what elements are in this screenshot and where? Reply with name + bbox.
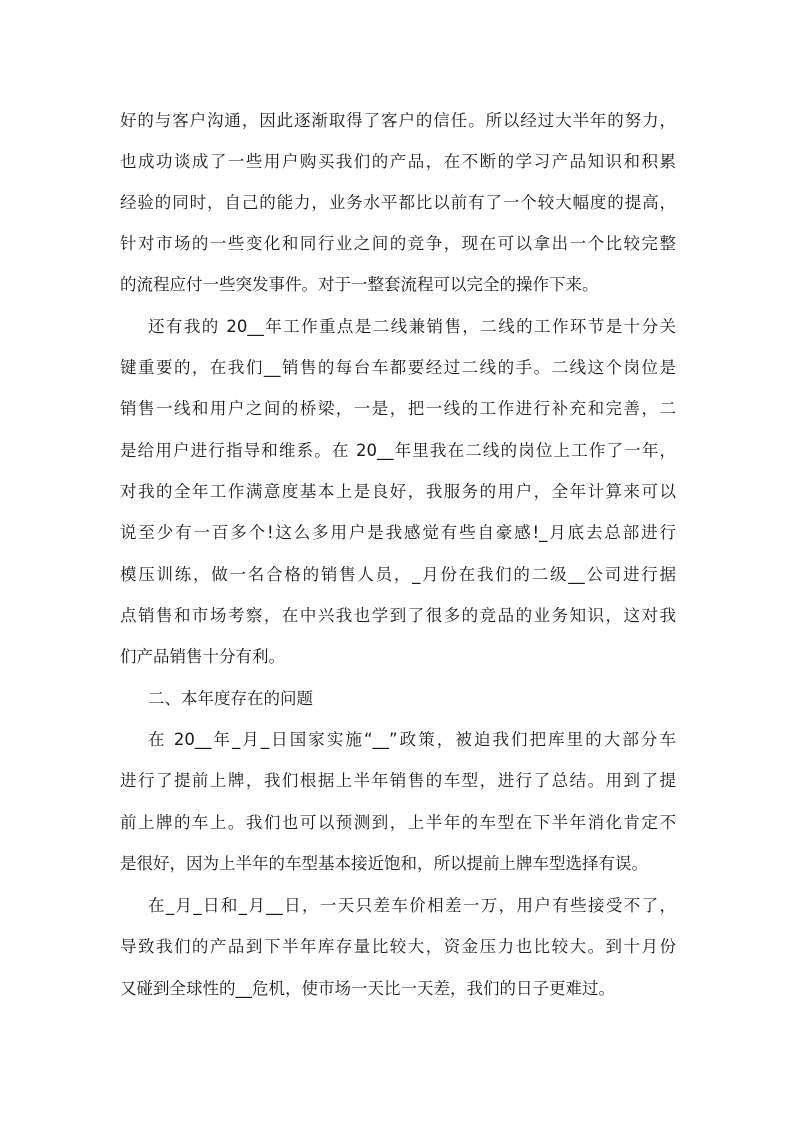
text-line: 模压训练，做一名合格的销售人员，_月份在我们的二级__公司进行据	[120, 565, 676, 584]
text-line: 键重要的，在我们__销售的每台车都要经过二线的手。二线这个岗位是	[120, 358, 676, 377]
text-line: 在_月_日和_月__日，一天只差车价相差一万，用户有些接受不了，	[148, 896, 676, 915]
text-line: 也成功谈成了一些用户购买我们的产品，在不断的学习产品知识和积累	[120, 152, 676, 171]
text-line: 进行了提前上牌，我们根据上半年销售的车型，进行了总结。用到了提	[120, 771, 676, 790]
section-heading: 二、本年度存在的问题	[148, 689, 313, 708]
text-line: 又碰到全球性的__危机，使市场一天比一天差，我们的日子更难过。	[120, 979, 615, 998]
text-line: 是很好，因为上半年的车型基本接近饱和，所以提前上牌车型选择有误。	[120, 854, 648, 873]
text-line: 针对市场的一些变化和同行业之间的竞争，现在可以拿出一个比较完整	[120, 234, 676, 253]
text-line: 还有我的 20__年工作重点是二线兼销售，二线的工作环节是十分关	[148, 317, 676, 336]
text-line: 导致我们的产品到下半年库存量比较大，资金压力也比较大。到十月份	[120, 937, 676, 956]
text-line: 说至少有一百多个!这么多用户是我感觉有些自豪感!_月底去总部进行	[120, 523, 676, 542]
text-line: 的流程应付一些突发事件。对于一整套流程可以完全的操作下来。	[120, 275, 599, 294]
text-line: 对我的全年工作满意度基本上是良好，我服务的用户，全年计算来可以	[120, 482, 676, 501]
text-line: 好的与客户沟通，因此逐渐取得了客户的信任。所以经过大半年的努力，	[120, 111, 676, 130]
text-line: 经验的同时，自己的能力，业务水平都比以前有了一个较大幅度的提高，	[120, 193, 676, 212]
text-line: 是给用户进行指导和维系。在 20__年里我在二线的岗位上工作了一年，	[120, 441, 676, 460]
text-line: 点销售和市场考察，在中兴我也学到了很多的竞品的业务知识，这对我	[120, 606, 676, 625]
text-line: 在 20__年_月_日国家实施“__”政策，被迫我们把库里的大部分车	[148, 730, 676, 749]
text-line: 销售一线和用户之间的桥梁，一是，把一线的工作进行补充和完善，二	[120, 399, 676, 418]
text-line: 前上牌的车上。我们也可以预测到，上半年的车型在下半年消化肯定不	[120, 813, 676, 832]
text-line: 们产品销售十分有利。	[120, 647, 285, 666]
